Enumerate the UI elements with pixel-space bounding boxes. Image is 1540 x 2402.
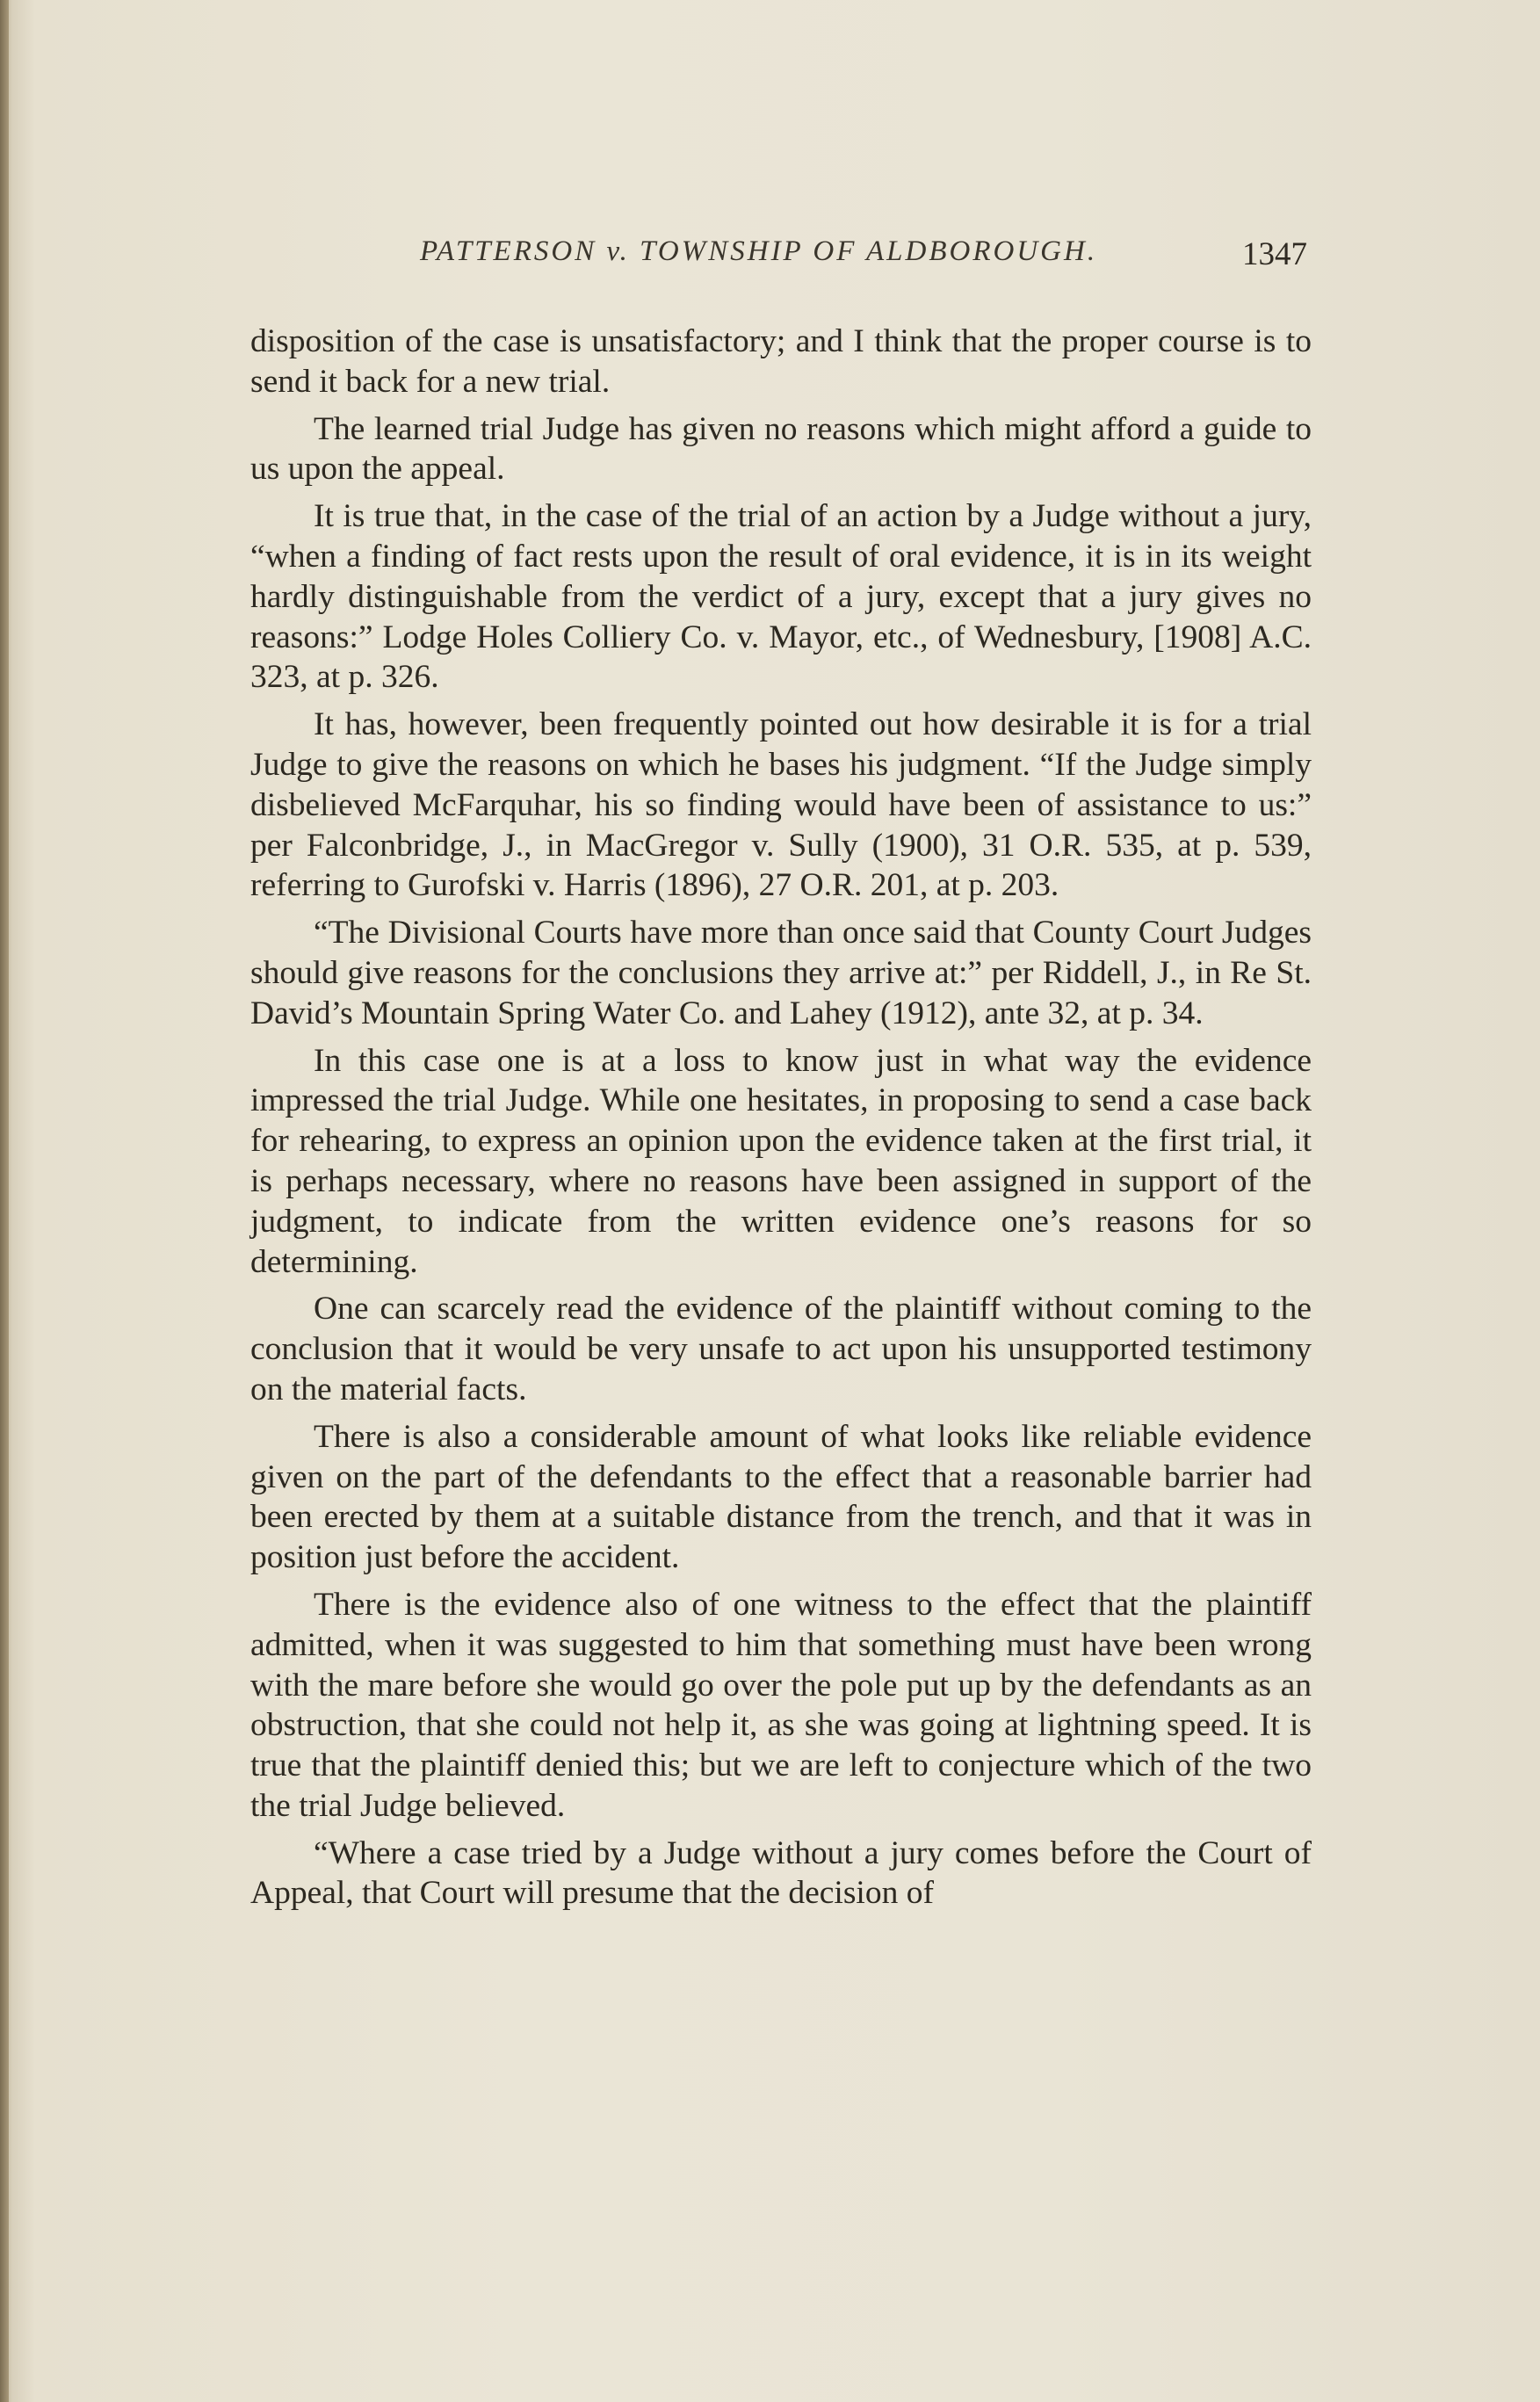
paragraph: One can scarcely read the evidence of the plaintiff without coming to the conclusion that it would be very unsafe to act upon his unsupported testimony on the material facts. — [250, 1291, 1312, 1407]
paragraph: disposition of the case is unsatisfactory; and I think that the proper course is to send it back for a new trial. — [250, 323, 1312, 400]
paragraph: It has, however, been frequently pointed out how desirable it is for a trial Judge to give the reasons on which he bases his judgment. “If the Judge simply disbelieved McFarquhar, his so finding would have been of assistance to us:” per Falconbridge, J., in MacGregor v. Sully (1900), 31 O.R. 535, at p. 539, referring to Gurofski v. Harris (1896), 27 O.R. 201, at p. 203. — [250, 706, 1312, 904]
paragraph: It is true that, in the case of the trial of an action by a Judge without a jury, “when a finding of fact rests upon the result of oral evidence, it is in its weight hardly distinguishable from the verdict of a jury, except that a jury gives no reasons:” Lodge Holes Colliery Co. v. Mayor, etc., of Wednesbury, [1908] A.C. 323, at p. 326. — [250, 498, 1312, 696]
paragraph: There is the evidence also of one witness to the effect that the plaintiff admitted, when it was suggested to him that something must have been wrong with the mare before she would go over the pole put up by the defendants as an obstruction, that she could not help it, as she was going at lightning speed. It is true that the plaintiff denied this; but we are left to conjecture which of the two the trial Judge believed. — [250, 1586, 1312, 1824]
running-head — [420, 235, 1307, 279]
body-text — [250, 322, 1312, 1914]
page-number: 1347 — [1242, 236, 1307, 272]
paragraph: In this case one is at a loss to know just in what way the evidence impressed the trial Judge. While one hesitates, in proposing to send a case back for rehearing, to express an opinion upon the evidence taken at the first trial, it is perhaps necessary, where no reasons have been assigned in support of the judgment, to indicate from the written evidence one’s reasons for so determining. — [250, 1042, 1312, 1280]
paragraph: “Where a case tried by a Judge without a jury comes before the Court of Appeal, that Court will presume that the decision of — [250, 1834, 1312, 1912]
paragraph: The learned trial Judge has given no reasons which might afford a guide to us upon the appeal. — [250, 410, 1312, 488]
binding-edge — [0, 0, 9, 2402]
running-title: PATTERSON v. TOWNSHIP OF ALDBOROUGH. — [420, 235, 1098, 267]
paragraph: There is also a considerable amount of what looks like reliable evidence given on the part of the defendants to the effect that a reasonable barrier had been erected by them at a suitable distance from the trench, and that it was in position just before the accident. — [250, 1418, 1312, 1576]
paragraph: “The Divisional Courts have more than once said that County Court Judges should give reasons for the conclusions they arrive at:” per Riddell, J., in Re St. David’s Mountain Spring Water Co. and Lahey (1912), ante 32, at p. 34. — [250, 915, 1312, 1031]
